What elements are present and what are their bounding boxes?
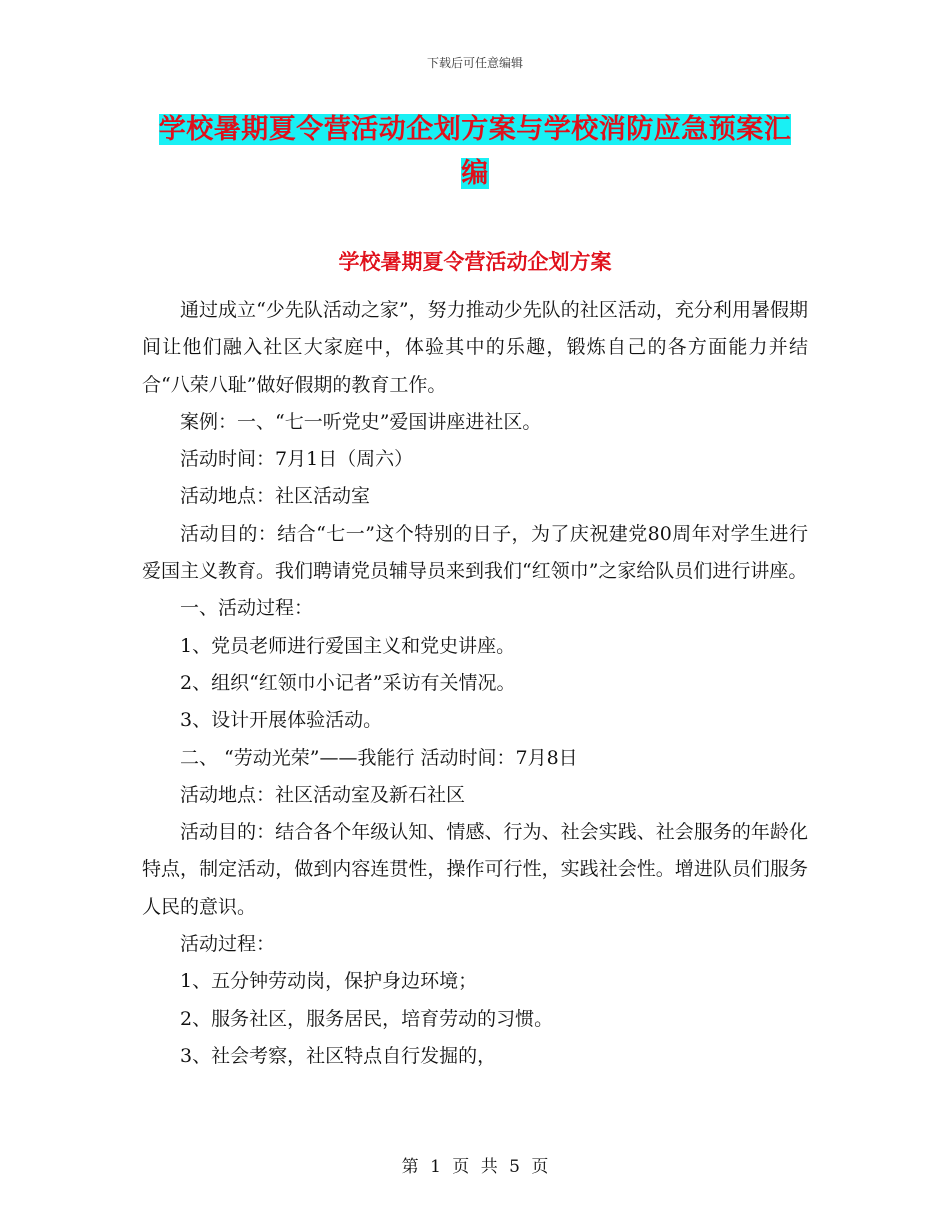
- paragraph: 2、组织“红领巾小记者”采访有关情况。: [180, 671, 516, 694]
- header-note: 下载后可任意编辑: [426, 56, 523, 70]
- paragraph: 案例：一、“七一听党史”爱国讲座进社区。: [180, 410, 542, 433]
- page-footer: 第 1 页 共 5 页: [401, 1157, 549, 1177]
- paragraph: 活动地点：社区活动室: [180, 485, 371, 508]
- paragraph: 活动目的：结合各个年级认知、情感、行为、社会实践、社会服务的年龄化特点，制定活动，做到内容连贯性，操作可行性，实践社会性。增进队员们服务人民的意识。: [142, 821, 808, 918]
- section-title: 学校暑期夏令营活动企划方案: [338, 249, 612, 274]
- document-body: [142, 292, 808, 1075]
- paragraph: 通过成立“少先队活动之家”，努力推动少先队的社区活动，充分利用暑假期间让他们融入社区大家庭中，体验其中的乐趣，锻炼自己的各方面能力并结合“八荣八耻”做好假期的教育工作。: [142, 299, 808, 396]
- paragraph: 1、党员老师进行爱国主义和党史讲座。: [180, 634, 516, 657]
- paragraph: 一、活动过程：: [180, 597, 314, 620]
- paragraph: 二、 “劳动光荣”——我能行 活动时间：7月8日: [180, 746, 578, 769]
- paragraph: 活动目的：结合“七一”这个特别的日子，为了庆祝建党80周年对学生进行爱国主义教育。我们聘请党员辅导员来到我们“红领巾”之家给队员们进行讲座。: [142, 522, 808, 583]
- paragraph: 3、设计开展体验活动。: [180, 709, 383, 732]
- document-title: [142, 108, 808, 196]
- document-title-line-1: 学校暑期夏令营活动企划方案与学校消防应急预案汇: [158, 114, 792, 145]
- paragraph: 3、社会考察，社区特点自行发掘的，: [180, 1044, 497, 1067]
- document-title-line-2: 编: [461, 158, 489, 189]
- paragraph: 活动地点：社区活动室及新石社区: [180, 783, 466, 806]
- paragraph: 活动时间：7月1日（周六）: [180, 448, 414, 471]
- paragraph: 2、服务社区，服务居民，培育劳动的习惯。: [180, 1007, 554, 1030]
- paragraph: 活动过程：: [180, 933, 276, 956]
- paragraph: 1、五分钟劳动岗，保护身边环境；: [180, 970, 478, 993]
